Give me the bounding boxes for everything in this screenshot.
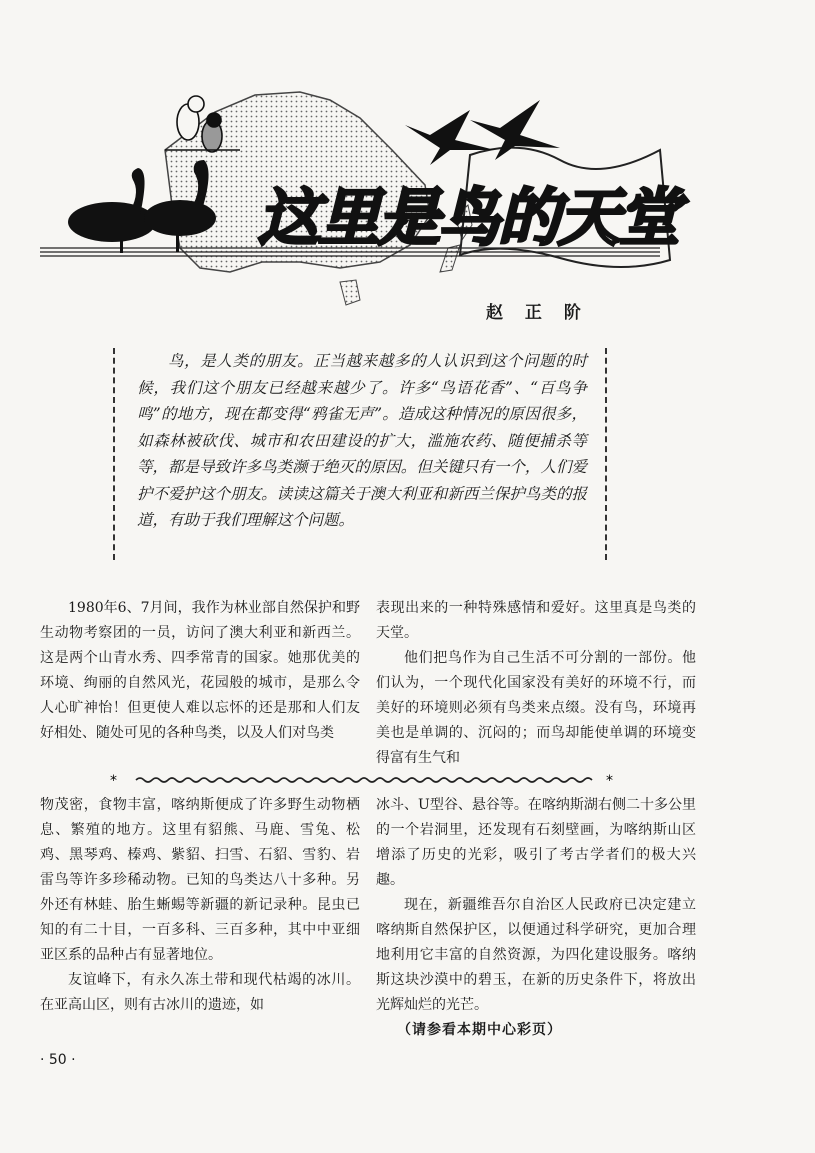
column-2 bbox=[376, 596, 696, 771]
body-paragraph: 他们把鸟作为自己生活不可分割的一部份。他们认为，一个现代化国家没有美好的环境不行，而美好的环境则必须有鸟类来点缀。没有鸟，环境再美也是单调的、沉闷的；而鸟却能使单调的环境变得富有生气和 bbox=[376, 650, 696, 766]
body-paragraph: 冰斗、U型谷、悬谷等。在喀纳斯湖右侧二十多公里的一个岩洞里，还发现有石刻壁画，为喀纳斯山区增添了历史的光彩，吸引了考古学者们的极大兴趣。 bbox=[376, 797, 696, 888]
body-paragraph: 1980年6、7月间，我作为林业部自然保护和野生动物考察团的一员，访问了澳大利亚和新西兰。这是两个山青水秀、四季常青的国家。她那优美的环境、绚丽的自然风光，花园般的城市，是那么令人心旷神怡！但更使人难以忘怀的还是那和人们友好相处、随处可见的各种鸟类，以及人们对鸟类 bbox=[40, 600, 360, 741]
column-1 bbox=[40, 596, 360, 746]
intro-paragraph: 鸟，是人类的朋友。正当越来越多的人认识到这个问题的时候，我们这个朋友已经越来越少了。许多“鸟语花香”、“百鸟争鸣”的地方，现在都变得“鸦雀无声”。造成这种情况的原因很多，如森林被砍伐、城市和农田建设的扩大，滥施农药、随便捕杀等等，都是导致许多鸟类濒于绝灭的原因。但关键只有一个，人们爱护不爱护这个朋友。读读这篇关于澳大利亚和新西兰保护鸟类的报道，有助于我们理解这个问题。 bbox=[137, 352, 587, 529]
divider-mark-left: * bbox=[110, 773, 117, 789]
body-paragraph: 友谊峰下，有永久冻土带和现代枯竭的冰川。在亚高山区，则有古冰川的遗迹，如 bbox=[40, 972, 360, 1013]
article-title: 这里是鸟的天堂 bbox=[258, 181, 679, 254]
author-name: 赵 正 阶 bbox=[486, 303, 589, 323]
body-paragraph: 物茂密，食物丰富，喀纳斯便成了许多野生动物栖息、繁殖的地方。这里有貂熊、马鹿、雪兔、松鸡、黑琴鸡、榛鸡、紫貂、扫雪、石貂、雪豹、岩雷鸟等许多珍稀动物。已知的鸟类达八十多种。另外还有林蛙、胎生蜥蜴等新疆的新记录种。昆虫已知的有二十目，一百多科、三百多种，其中中亚细亚区系的品种占有显著地位。 bbox=[40, 797, 360, 963]
body-paragraph: 表现出来的一种特殊感情和爱好。这里真是鸟类的天堂。 bbox=[376, 600, 696, 641]
intro-box bbox=[113, 348, 607, 560]
divider-mark-right: * bbox=[606, 773, 613, 789]
body-paragraph: 现在，新疆维吾尔自治区人民政府已决定建立喀纳斯自然保护区，以便通过科学研究，更加合理地利用它丰富的自然资源，为四化建设服务。喀纳斯这块沙漠中的碧玉，在新的历史条件下，将放出光辉灿烂的光芒。 bbox=[376, 897, 696, 1013]
column-3 bbox=[40, 793, 360, 1018]
tasmania-shape bbox=[340, 280, 360, 305]
photo-reference-note: （请参看本期中心彩页） bbox=[397, 1022, 562, 1038]
page-number: · 50 · bbox=[40, 1052, 76, 1068]
flying-cranes-icon bbox=[405, 100, 560, 165]
divider-wave bbox=[136, 778, 592, 782]
column-4 bbox=[376, 793, 696, 1043]
section-divider bbox=[108, 769, 618, 791]
